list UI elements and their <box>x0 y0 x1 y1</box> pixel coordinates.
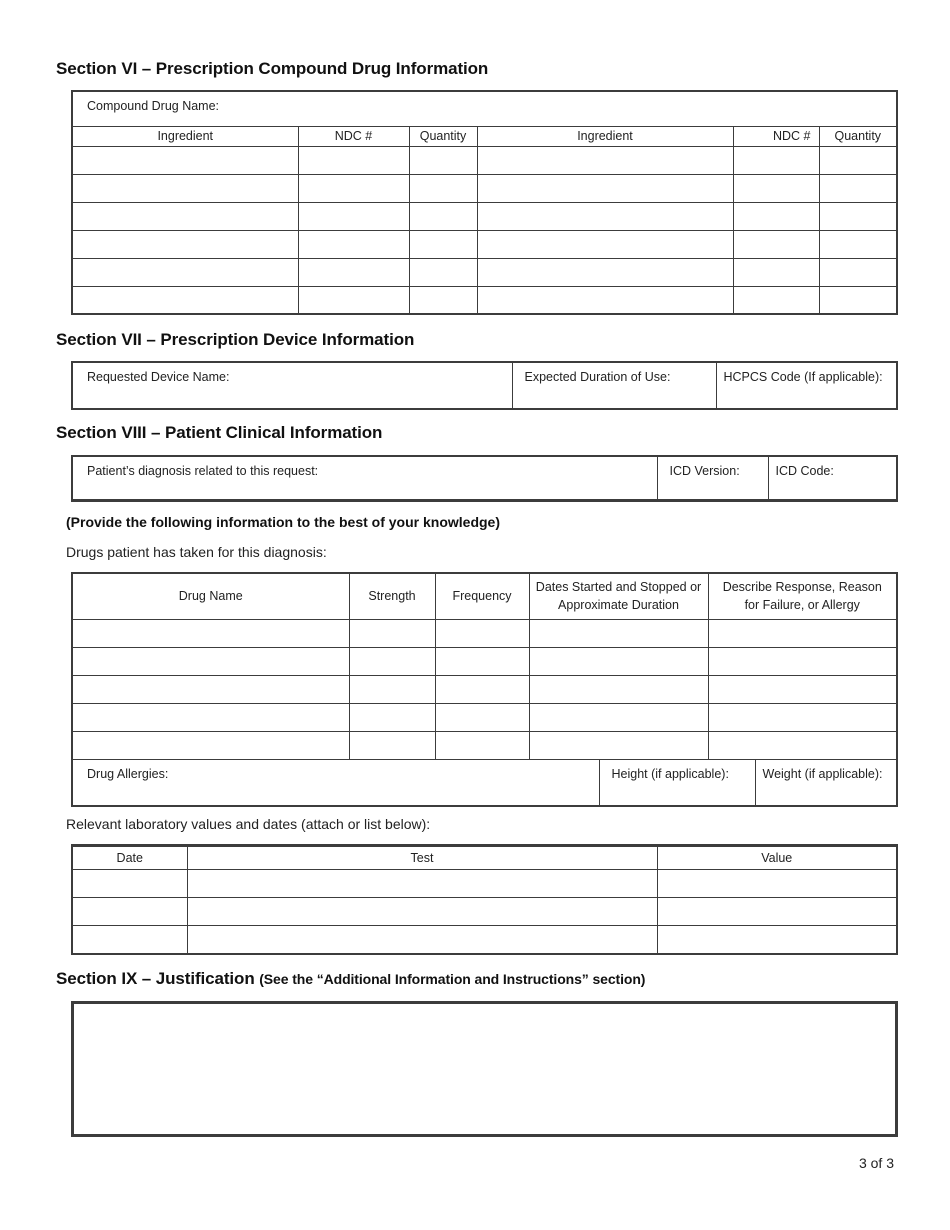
test-cell[interactable] <box>187 926 657 954</box>
drug-name-cell[interactable] <box>72 675 349 703</box>
table-row <box>72 202 897 230</box>
drugs-taken-table <box>71 572 898 807</box>
drug-name-cell[interactable] <box>72 731 349 759</box>
dates-cell[interactable] <box>529 731 708 759</box>
section-viii-title: Section VIII – Patient Clinical Information <box>56 423 383 442</box>
ndc-cell[interactable] <box>733 146 819 174</box>
ingredient-cell[interactable] <box>477 174 733 202</box>
height-field[interactable] <box>599 759 755 806</box>
weight-field[interactable] <box>755 759 897 806</box>
ndc-cell[interactable] <box>298 258 409 286</box>
ingredient-cell[interactable] <box>72 258 298 286</box>
drug-name-cell[interactable] <box>72 647 349 675</box>
table-row <box>72 146 897 174</box>
ndc-cell[interactable] <box>298 174 409 202</box>
ingredient-cell[interactable] <box>477 258 733 286</box>
ndc-cell[interactable] <box>733 174 819 202</box>
ndc-cell[interactable] <box>298 286 409 314</box>
table-row <box>72 174 897 202</box>
section-vii-title: Section VII – Prescription Device Information <box>56 330 415 349</box>
ndc-cell[interactable] <box>733 286 819 314</box>
diagnosis-field[interactable] <box>72 456 657 501</box>
device-info-table <box>71 361 898 410</box>
drug-allergies-label: Drug Allergies: <box>87 766 169 781</box>
column-header-value: Value <box>657 846 897 870</box>
table-row <box>72 647 897 675</box>
ingredient-cell[interactable] <box>72 230 298 258</box>
response-cell[interactable] <box>708 731 897 759</box>
dates-cell[interactable] <box>529 619 708 647</box>
ingredient-cell[interactable] <box>477 286 733 314</box>
icd-version-field[interactable] <box>657 456 768 501</box>
ingredient-cell[interactable] <box>72 146 298 174</box>
table-row <box>72 258 897 286</box>
column-header-ingredient: Ingredient <box>477 126 733 146</box>
table-row <box>72 619 897 647</box>
ingredient-cell[interactable] <box>72 286 298 314</box>
dates-cell[interactable] <box>529 675 708 703</box>
column-header-strength: Strength <box>349 573 435 619</box>
section-vi-title: Section VI – Prescription Compound Drug Information <box>56 59 489 78</box>
table-row <box>72 230 897 258</box>
height-label: Height (if applicable): <box>611 766 729 781</box>
dates-cell[interactable] <box>529 647 708 675</box>
hcpcs-code-label: HCPCS Code (If applicable): <box>723 370 883 384</box>
quantity-cell[interactable] <box>409 258 477 286</box>
ingredient-cell[interactable] <box>477 202 733 230</box>
column-header-quantity: Quantity <box>819 126 897 146</box>
drug-name-cell[interactable] <box>72 619 349 647</box>
response-cell[interactable] <box>708 703 897 731</box>
drugs-taken-label: Drugs patient has taken for this diagnosis: <box>66 544 327 560</box>
ingredient-cell[interactable] <box>72 202 298 230</box>
quantity-cell[interactable] <box>409 174 477 202</box>
quantity-cell[interactable] <box>819 146 897 174</box>
strength-cell[interactable] <box>349 703 435 731</box>
ndc-cell[interactable] <box>733 202 819 230</box>
quantity-cell[interactable] <box>409 230 477 258</box>
icd-code-field[interactable] <box>768 456 897 501</box>
column-header-ndc: NDC # <box>733 126 819 146</box>
strength-cell[interactable] <box>349 647 435 675</box>
icd-code-label: ICD Code: <box>775 464 834 478</box>
quantity-cell[interactable] <box>819 286 897 314</box>
diagnosis-label: Patient’s diagnosis related to this request: <box>87 464 319 478</box>
compound-drug-name-label: Compound Drug Name: <box>87 99 220 113</box>
strength-cell[interactable] <box>349 731 435 759</box>
table-row <box>72 731 897 759</box>
response-cell[interactable] <box>708 647 897 675</box>
expected-duration-label: Expected Duration of Use: <box>524 370 671 384</box>
frequency-cell[interactable] <box>435 619 529 647</box>
column-header-drug-name: Drug Name <box>72 573 349 619</box>
diagnosis-table <box>71 455 898 502</box>
frequency-cell[interactable] <box>435 731 529 759</box>
weight-label: Weight (if applicable): <box>762 766 883 781</box>
column-header-frequency: Frequency <box>435 573 529 619</box>
test-cell[interactable] <box>187 898 657 926</box>
expected-duration-field[interactable] <box>512 362 716 409</box>
table-row <box>72 675 897 703</box>
date-cell[interactable] <box>72 870 187 898</box>
ndc-cell[interactable] <box>733 230 819 258</box>
table-row <box>72 926 897 954</box>
requested-device-name-label: Requested Device Name: <box>87 370 230 384</box>
frequency-cell[interactable] <box>435 647 529 675</box>
ingredient-cell[interactable] <box>477 146 733 174</box>
test-cell[interactable] <box>187 870 657 898</box>
column-header-ingredient: Ingredient <box>72 126 298 146</box>
column-header-ndc: NDC # <box>298 126 409 146</box>
frequency-cell[interactable] <box>435 703 529 731</box>
ndc-cell[interactable] <box>298 202 409 230</box>
table-row <box>72 286 897 314</box>
lab-values-label: Relevant laboratory values and dates (attach or list below): <box>66 816 431 832</box>
date-cell[interactable] <box>72 926 187 954</box>
column-header-quantity: Quantity <box>409 126 477 146</box>
quantity-cell[interactable] <box>409 286 477 314</box>
response-cell[interactable] <box>708 675 897 703</box>
table-row <box>72 870 897 898</box>
drug-allergies-field[interactable] <box>72 759 599 806</box>
table-row <box>72 898 897 926</box>
value-cell[interactable] <box>657 870 897 898</box>
frequency-cell[interactable] <box>435 675 529 703</box>
section-ix-title <box>56 969 645 989</box>
strength-cell[interactable] <box>349 675 435 703</box>
quantity-cell[interactable] <box>819 174 897 202</box>
justification-textarea[interactable] <box>71 1001 898 1137</box>
compound-drug-table <box>71 90 898 315</box>
dates-cell[interactable] <box>529 703 708 731</box>
value-cell[interactable] <box>657 926 897 954</box>
column-header-date: Date <box>72 846 187 870</box>
value-cell[interactable] <box>657 898 897 926</box>
response-cell[interactable] <box>708 619 897 647</box>
hcpcs-code-field[interactable] <box>716 362 897 409</box>
ingredient-cell[interactable] <box>72 174 298 202</box>
column-header-test: Test <box>187 846 657 870</box>
quantity-cell[interactable] <box>819 230 897 258</box>
requested-device-name-field[interactable] <box>72 362 512 409</box>
section-ix-title-text: Section IX – Justification <box>56 969 255 988</box>
strength-cell[interactable] <box>349 619 435 647</box>
lab-values-table <box>71 844 898 955</box>
ndc-cell[interactable] <box>298 146 409 174</box>
quantity-cell[interactable] <box>819 258 897 286</box>
ndc-cell[interactable] <box>733 258 819 286</box>
column-header-dates: Dates Started and Stopped or Approximate Duration <box>529 573 708 619</box>
knowledge-note: (Provide the following information to the best of your knowledge) <box>66 514 500 530</box>
page-number: 3 of 3 <box>858 1155 894 1171</box>
ndc-cell[interactable] <box>298 230 409 258</box>
drug-name-cell[interactable] <box>72 703 349 731</box>
quantity-cell[interactable] <box>409 202 477 230</box>
column-header-response: Describe Response, Reason for Failure, or Allergy <box>708 573 897 619</box>
compound-drug-name-field[interactable] <box>72 91 897 126</box>
quantity-cell[interactable] <box>819 202 897 230</box>
ingredient-cell[interactable] <box>477 230 733 258</box>
quantity-cell[interactable] <box>409 146 477 174</box>
icd-version-label: ICD Version: <box>669 464 740 478</box>
section-ix-subtitle: (See the “Additional Information and Instructions” section) <box>259 971 646 987</box>
date-cell[interactable] <box>72 898 187 926</box>
table-row <box>72 703 897 731</box>
